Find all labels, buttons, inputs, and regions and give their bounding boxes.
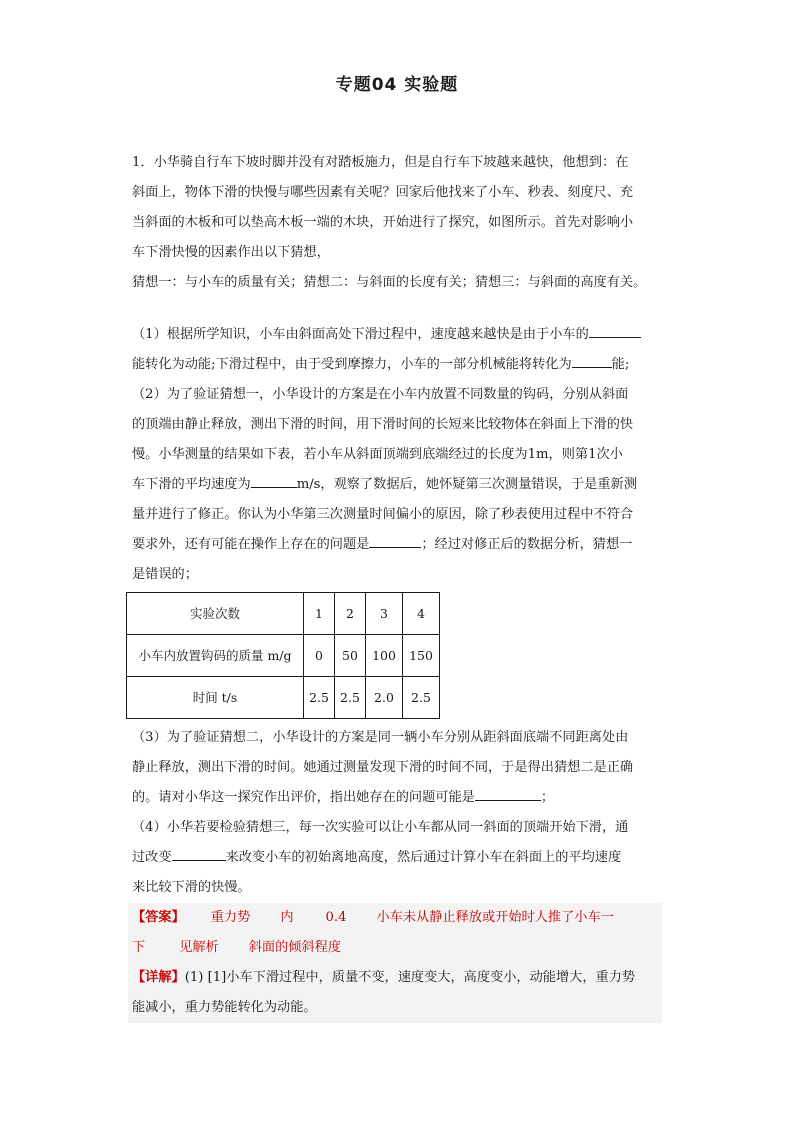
table-row: 实验次数 1 2 3 4 [127, 593, 440, 635]
answer-line-1 [132, 903, 662, 933]
answer-item: 见解析 [179, 940, 219, 955]
q1-part2-line5: 量并进行了修正。你认为小华第三次测量时间偏小的原因，除了秒表使用过程中不符合 [132, 507, 634, 522]
q1-intro-line-1: 1．小华骑自行车下坡时脚并没有对踏板施力，但是自行车下坡越来越快，他想到：在 [132, 155, 629, 170]
table-row: 小车内放置钩码的质量 m/g 0 50 100 150 [127, 635, 440, 677]
question-1 [132, 148, 662, 1023]
answer-item: 重力势 [210, 910, 251, 925]
answer-blank-6[interactable] [172, 846, 226, 861]
q1-part3-line2: 静止释放，测出下滑的时间。她通过测量发现下滑的时间不同，于是得出猜想二是正确 [132, 760, 634, 775]
answer-blank-4[interactable] [369, 533, 421, 548]
q1-part2-line7: 是错误的； [132, 567, 198, 582]
answer-item: 小车未从静止释放或开始时人推了小车一 [376, 910, 614, 925]
q1-part3-line3: 的。请对小华这一探究作出评价，指出她存在的问题可能是 ； [132, 783, 662, 813]
q1-part2-line4: 车下滑的平均速度为 m/s，观察了数据后，她怀疑第三次测量错误，于是重新测 [132, 470, 662, 500]
answer-item: 斜面的倾斜程度 [248, 940, 342, 955]
data-table [126, 592, 440, 719]
q1-part1-line1: （1）根据所学知识，小车由斜面高处下滑过程中，速度越来越快是由于小车的 [132, 320, 662, 350]
answer-blank-3[interactable] [251, 473, 297, 488]
page-title: 专题04 实验题 [335, 75, 459, 95]
q1-part2-line6: 要求外，还有可能在操作上存在的问题是 ；经过对修正后的数据分析，猜想一 [132, 530, 662, 560]
q1-intro-line-4: 车下滑快慢的因素作出以下猜想， [132, 245, 330, 260]
q1-part4-line3: 来比较下滑的快慢。 [132, 880, 251, 895]
answer-item: 内 [280, 910, 294, 925]
q1-part2-line1: （2）为了验证猜想一，小华设计的方案是在小车内放置不同数量的钩码，分别从斜面 [132, 387, 629, 402]
detail-line-2: 能减小，重力势能转化为动能。 [132, 1000, 317, 1015]
q1-part3-line1: （3）为了验证猜想二，小华设计的方案是同一辆小车分别从距斜面底端不同距离处由 [132, 730, 629, 745]
detail-line-1: 【详解】(1) [1]小车下滑过程中，质量不变，速度变大，高度变小，动能增大，重力势 [132, 970, 636, 985]
q1-part1-line2: 能转化为动能;下滑过程中，由于受到摩擦力，小车的一部分机械能将转化为 能; [132, 350, 662, 380]
q1-intro-line-2: 斜面上，物体下滑的快慢与哪些因素有关呢？回家后他找来了小车、秒表、刻度尺、充 [132, 185, 634, 200]
q1-intro-line-3: 当斜面的木板和可以垫高木板一端的木块，开始进行了探究，如图所示。首先对影响小 [132, 215, 634, 230]
answer-item: 0.4 [325, 910, 347, 925]
detail-label: 【详解】 [132, 970, 185, 985]
q1-part2-line2: 的顶端由静止释放，测出下滑的时间，用下滑时间的长短来比较物体在斜面上下滑的快 [132, 417, 634, 432]
q1-part2-line3: 慢。小华测量的结果如下表，若小车从斜面顶端到底端经过的长度为1m，则第1次小 [132, 447, 623, 462]
q1-part4-line1: （4）小华若要检验猜想三，每一次实验可以让小车都从同一斜面的顶端开始下滑，通 [132, 820, 629, 835]
answer-blank-5[interactable] [475, 786, 541, 801]
answer-blank-2[interactable] [572, 353, 612, 368]
answer-label: 【答案】 [132, 910, 185, 925]
q1-part4-line2: 过改变 来改变小车的初始离地高度，然后通过计算小车在斜面上的平均速度 [132, 843, 662, 873]
answer-section [128, 903, 662, 1023]
answer-blank-1[interactable] [589, 323, 641, 338]
answer-line-2 [132, 933, 662, 963]
answer-item: 下 [132, 940, 146, 955]
q1-hypotheses: 猜想一：与小车的质量有关；猜想二：与斜面的长度有关；猜想三：与斜面的高度有关。 [132, 275, 647, 290]
table-row: 时间 t/s 2.5 2.5 2.0 2.5 [127, 677, 440, 719]
